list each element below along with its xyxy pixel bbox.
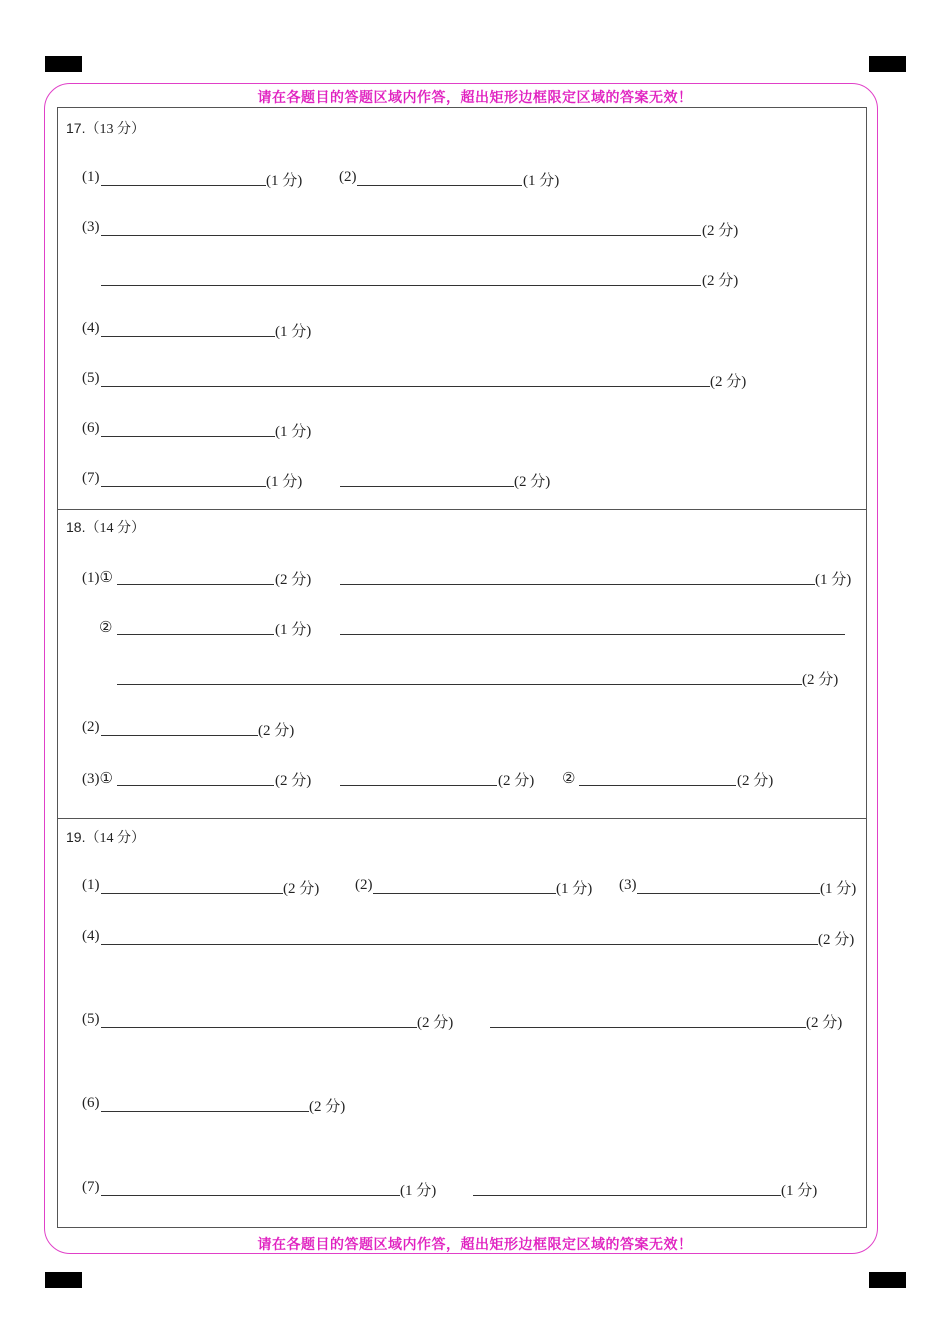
q18-part-3a-answer-line[interactable] <box>117 785 274 786</box>
q17-part-6-score: (1 分) <box>275 424 312 440</box>
q18-part-1b-score: (1 分) <box>815 572 852 588</box>
question-17-header <box>66 118 145 138</box>
q17-part-7-score-2: (2 分) <box>514 474 551 490</box>
q18-part-2-score: (2 分) <box>258 723 295 739</box>
q17-part-7-answer-line[interactable] <box>101 486 266 487</box>
q18-part-3c-score: (2 分) <box>737 773 774 789</box>
q19-part-7-label: (7) <box>82 1179 100 1195</box>
q17-part-3-score-2: (2 分) <box>702 273 739 289</box>
q18-part-1b-answer-line[interactable] <box>340 584 815 585</box>
q17-part-1-score: (1 分) <box>266 173 303 189</box>
q19-part-6-answer-line[interactable] <box>101 1111 309 1112</box>
q19-part-3-score: (1 分) <box>820 881 857 897</box>
notice-bottom: 请在各题目的答题区域内作答，超出矩形边框限定区域的答案无效！ <box>257 1237 693 1253</box>
q17-part-5-answer-line[interactable] <box>101 386 710 387</box>
q18-part-2-answer-line[interactable] <box>101 735 258 736</box>
q17-part-2-answer-line[interactable] <box>357 185 522 186</box>
registration-mark-top-left <box>45 56 82 72</box>
q18-part-3-label: (3)① <box>82 771 113 787</box>
q19-part-1-score: (2 分) <box>283 881 320 897</box>
question-score: （14 分） <box>85 521 145 536</box>
question-score: （14 分） <box>85 831 145 846</box>
q19-part-2-score: (1 分) <box>556 881 593 897</box>
question-19-header <box>66 827 145 847</box>
q19-part-5b-score: (2 分) <box>806 1015 843 1031</box>
q19-part-5-label: (5) <box>82 1011 100 1027</box>
q18-part-1a-score: (2 分) <box>275 572 312 588</box>
q18-part-1-sub-2-score-b: (2 分) <box>802 672 839 688</box>
q17-part-5-score: (2 分) <box>710 374 747 390</box>
q18-part-3c-answer-line[interactable] <box>579 785 736 786</box>
q19-part-7a-answer-line[interactable] <box>101 1195 400 1196</box>
q17-part-3-answer-line[interactable] <box>101 235 701 236</box>
q19-part-6-score: (2 分) <box>309 1099 346 1115</box>
q19-part-1-answer-line[interactable] <box>101 893 283 894</box>
q18-part-3a-score: (2 分) <box>275 773 312 789</box>
q17-part-6-answer-line[interactable] <box>101 436 275 437</box>
q18-part-3-sub-2-label: ② <box>562 771 576 787</box>
q19-part-4-score: (2 分) <box>818 932 855 948</box>
q17-part-4-label: (4) <box>82 320 100 336</box>
q19-part-1-label: (1) <box>82 877 100 893</box>
q17-part-3-score: (2 分) <box>702 223 739 239</box>
q19-part-5b-answer-line[interactable] <box>490 1027 806 1028</box>
q18-part-1-label: (1)① <box>82 570 113 586</box>
q17-part-2-score: (1 分) <box>523 173 560 189</box>
registration-mark-top-right <box>869 56 906 72</box>
q17-part-5-label: (5) <box>82 370 100 386</box>
q18-part-2-label: (2) <box>82 719 100 735</box>
q17-part-7-label: (7) <box>82 470 100 486</box>
question-number: 19. <box>66 829 86 845</box>
q18-part-1-sub-2-answer-line-b[interactable] <box>340 634 845 635</box>
section-divider <box>57 818 867 819</box>
q19-part-6-label: (6) <box>82 1095 100 1111</box>
q18-part-1a-answer-line[interactable] <box>117 584 274 585</box>
q19-part-7b-answer-line[interactable] <box>473 1195 781 1196</box>
registration-mark-bottom-left <box>45 1272 82 1288</box>
q19-part-7a-score: (1 分) <box>400 1183 437 1199</box>
q17-part-2-label: (2) <box>339 169 357 185</box>
q18-part-3b-score: (2 分) <box>498 773 535 789</box>
q17-part-1-label: (1) <box>82 169 100 185</box>
q18-part-1-sub-2-answer-line[interactable] <box>117 634 274 635</box>
q17-part-7-answer-line-2[interactable] <box>340 486 514 487</box>
answer-box <box>57 107 867 1228</box>
q19-part-3-answer-line[interactable] <box>637 893 820 894</box>
registration-mark-bottom-right <box>869 1272 906 1288</box>
q18-part-1-sub-2-answer-line-c[interactable] <box>117 684 802 685</box>
q17-part-4-score: (1 分) <box>275 324 312 340</box>
question-number: 17. <box>66 120 86 136</box>
section-divider <box>57 509 867 510</box>
q17-part-6-label: (6) <box>82 420 100 436</box>
q18-part-3b-answer-line[interactable] <box>340 785 497 786</box>
q17-part-4-answer-line[interactable] <box>101 336 275 337</box>
q19-part-7b-score: (1 分) <box>781 1183 818 1199</box>
q17-part-3-label: (3) <box>82 219 100 235</box>
q17-part-1-answer-line[interactable] <box>101 185 266 186</box>
q19-part-2-answer-line[interactable] <box>373 893 556 894</box>
q18-part-1-sub-2-score: (1 分) <box>275 622 312 638</box>
notice-top: 请在各题目的答题区域内作答，超出矩形边框限定区域的答案无效！ <box>257 90 693 106</box>
q19-part-5a-score: (2 分) <box>417 1015 454 1031</box>
question-number: 18. <box>66 519 86 535</box>
q19-part-4-answer-line[interactable] <box>101 944 818 945</box>
question-18-header <box>66 517 145 537</box>
q19-part-5a-answer-line[interactable] <box>101 1027 417 1028</box>
q18-part-1-sub-2-label: ② <box>99 620 113 636</box>
q17-part-3-answer-line-2[interactable] <box>101 285 701 286</box>
question-score: （13 分） <box>85 122 145 137</box>
q19-part-3-label: (3) <box>619 877 637 893</box>
q17-part-7-score: (1 分) <box>266 474 303 490</box>
q19-part-2-label: (2) <box>355 877 373 893</box>
q19-part-4-label: (4) <box>82 928 100 944</box>
